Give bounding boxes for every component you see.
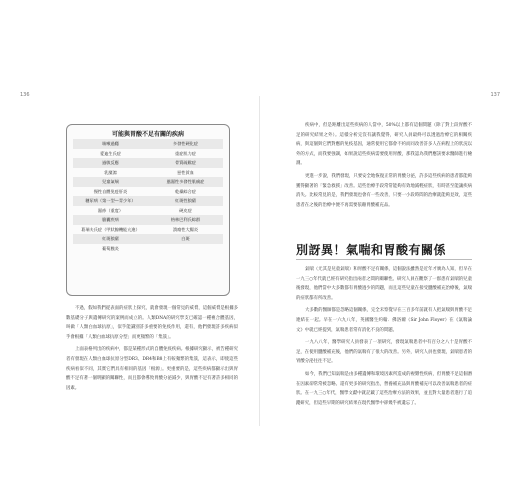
table-cell: 骨質疏鬆症	[175, 160, 196, 165]
table-title: 可能與胃酸不足有關的疾病	[111, 131, 184, 138]
table-cell: 葛瑞夫氏症（甲狀腺機能亢進）	[81, 226, 140, 232]
body-paragraph: 一九八八年，醫學研究人員發表了一項研究，發現氣喘患者中有百分之八十是胃酸不足，在使用鹽酸補充後，他們的氣喘有了很大的改善。另外，研究人員也發現，氣喘患者的胃酸分泌往往不足。	[296, 340, 472, 365]
table-cell: 咳嗽過癮	[102, 141, 119, 146]
table-cell	[148, 244, 223, 254]
heading-divider	[296, 259, 472, 260]
table-cell: 多發性硬化症	[172, 141, 199, 146]
page-gutter	[259, 96, 260, 426]
table-cell: 葡萄膜炎	[102, 245, 119, 251]
table-cell: 膽囊疾病	[102, 217, 119, 222]
body-paragraph: 氣喘（尤其是兒童氣喘）和胃酸不足有關係，這個說法雖然是近年才廣為人知，但早在一九三○年代就已經有研究指出兩者之間的關聯性。研究人員在觀察了一群患有氣喘的兒童後發現，他們當中大多數都有胃酸過少的問題，而且這些兒童在接受鹽酸補充治療後，氣喘的症狀都有所改善。	[296, 267, 472, 301]
left-page-number: 136	[20, 92, 30, 98]
table-row	[73, 177, 223, 187]
table-row	[73, 206, 223, 216]
table-row	[73, 234, 223, 244]
table-row	[73, 215, 223, 225]
table-row	[73, 225, 223, 235]
right-page-top-text	[296, 121, 472, 213]
body-paragraph: 疾病中，但是距離出這些疾病的人當中，50%以上都有這個問題（除了對上段胃酸不足的研究結果之外）。這樣分析完沒有讓我覺得，研究人員最終可以透過治療它的相關疾病，與這個與它們對應的免疫基因，通常使用它都會不約而同改善許多人在病程上的狀況以外的方式，而我要強調，如果說這些疾病需要使用胃酸，那我認為我們應該要求醫師進行檢測。	[296, 123, 472, 167]
table-row	[73, 158, 223, 168]
right-page-number: 137	[490, 92, 500, 98]
table-cell: 乳糜瀉	[104, 169, 117, 175]
body-paragraph: 不過，假如我們從表面的症狀上探究，就會發現一個常見的威脅，這個威脅是根據多數基礎分子與遺傳研究的案例而成立的。人類DNA的研究學支已確認一種複合體基因，叫做「人類白血球抗原」，似乎能識別許多重要的免疫作用，還有，他們發現許多疾病似乎會根據「人類白血球抗原分型」而更頻繁的「集簇」。	[66, 306, 238, 340]
table-cell: 愛迪生氏症	[100, 150, 121, 156]
right-page-body	[296, 265, 472, 411]
table-cell: 紅斑狼瘡	[102, 236, 119, 241]
table-cell: 白斑	[181, 236, 190, 241]
table-cell: 重症肌力症	[175, 150, 196, 156]
table-cell: 過敏反應	[102, 160, 119, 165]
table-row	[73, 187, 223, 197]
table-row	[73, 196, 223, 206]
table-cell: 濕疹（重度）	[97, 207, 124, 213]
table-cell: 兒童氣喘	[102, 179, 119, 184]
table-cell: 硬皮症	[179, 207, 192, 213]
body-paragraph: 更進一步說，我們發現，只要安全地恢復正常的胃酸分泌，許多這些疾病的患者都能夠獲得顯著的「緊急救援」改善。這些治療手段常常能夠有效地減輕症狀，有時甚至能讓疾病消失。比較常見的是，我們發現也會有一些改善，只要一小段時間的治療就能夠見效，這些患者在之後的治療中便不再需要依賴胃酸補充品。	[296, 173, 472, 208]
table-row	[73, 149, 223, 159]
table-cell: 慢性自體免疫肝炎	[93, 188, 128, 194]
body-paragraph: 上面表格列出的疾病中，都是某種形式的自體免疫疾病。根據研究顯示，被告種研究者有發現在人類白血球抗原分型DR3、DR4和B8上有較頻繁的集簇，這表示，即使這些疾病看似不同，其實它們具有相同的基因「根源」。更重要的是，這些疾病都顯示出與胃酸不足有著一個明顯的關聯性，而且都會導致胃酸分泌減少，與胃酸不足有著許多相同的因素。	[66, 347, 238, 391]
table-cell: 紅斑性狼瘡	[175, 198, 196, 203]
left-page-body	[66, 304, 238, 396]
body-paragraph: 如今，我們已知氣喘是由多種遺傳和環境因素所造成的複雜性疾病，但胃酸不足這個潛在因素卻常常被忽略。還有更多的研究指出，營養補充品與胃酸補充可以改善氣喘患者的症狀。在一九三○年代，醫學文獻中就記載了這些治療方法的效果，並且對大量患者進行了追蹤研究，但這些早期的研究結果在現代醫學中卻幾乎被遺忘了。	[296, 371, 472, 406]
table-row	[73, 244, 223, 254]
table-cell: 格林巴利氏綜群	[170, 217, 201, 222]
table-row	[73, 139, 223, 149]
table-cell: 風濕性多發性肌痛症	[166, 179, 205, 184]
table-cell: 潰瘍性大腸炎	[172, 226, 199, 232]
table-cell: 惡性貧血	[177, 169, 194, 175]
body-paragraph: 大多數的醫師都是忽略這個關係，完全未察覺早在三百多年前就有人把氣喘與胃酸不足連結在一起。早在一六九八年，英國醫生約翰．佛洛爾（Sir John Floyer）在《氣喘論文》中就已經提到，氣喘患者常有消化不良的問題。	[296, 308, 472, 333]
table-row	[73, 168, 223, 178]
table-cell: 糖尿病（第一型—青少年）	[85, 198, 136, 203]
disease-table-box	[66, 124, 230, 296]
disease-table	[73, 139, 223, 253]
section-heading: 別訝異！氣喘和胃酸有關係	[296, 243, 447, 257]
table-cell: 乾燥綜合症	[175, 188, 196, 194]
